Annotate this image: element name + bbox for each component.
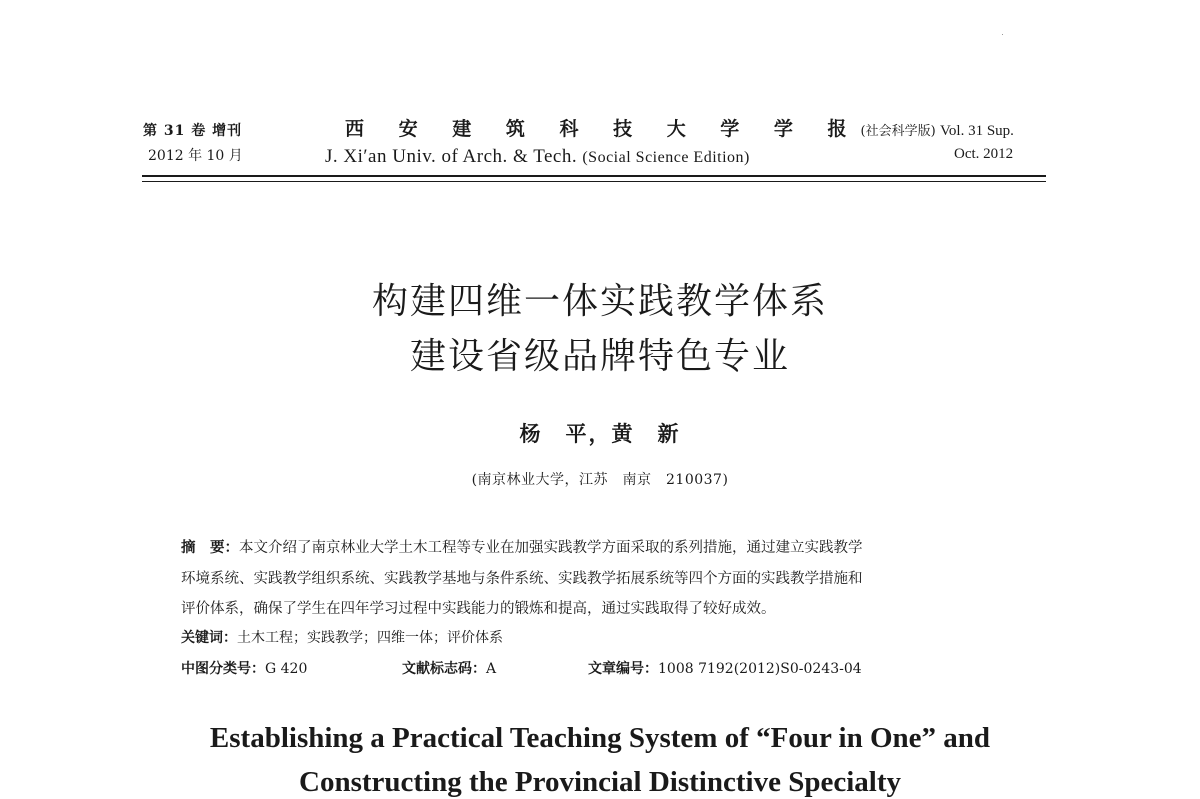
header-rule-thin <box>142 181 1046 182</box>
abstract-line1 <box>181 536 863 557</box>
journal-title-cn <box>345 114 936 141</box>
doc-code-value: A <box>486 661 497 677</box>
journal-title-en <box>325 146 750 168</box>
abstract-label: 摘 要： <box>181 539 239 556</box>
english-title-line2: Constructing the Provincial Distinctive Specialty <box>299 766 901 798</box>
classification <box>181 658 307 678</box>
classification-label: 中图分类号： <box>181 661 265 677</box>
article-number <box>588 658 862 678</box>
abstract-line3: 评价体系，确保了学生在四年学习过程中实践能力的锻炼和提高，通过实践取得了较好成效。 <box>181 601 776 617</box>
volume-en: Vol. 31 Sup. <box>940 123 1014 139</box>
classification-value: G 420 <box>265 661 308 677</box>
keywords-label: 关键词： <box>181 630 237 646</box>
abstract-text1: 本文介绍了南京林业大学土木工程等专业在加强实践教学方面采取的系列措施，通过建立实践教学 <box>239 540 863 556</box>
authors: 杨 平，黄 新 <box>519 421 681 446</box>
date-cn: 2012 年 10 月 <box>148 148 243 164</box>
edition-en: (Social Science Edition) <box>582 149 750 166</box>
journal-name-cn: 西 安 建 筑 科 技 大 学 学 报 <box>345 118 861 140</box>
article-no-label: 文章编号： <box>588 661 658 677</box>
header-rule-thick <box>142 175 1046 177</box>
doc-code-label: 文献标志码： <box>402 661 486 677</box>
document-code <box>402 658 496 678</box>
english-title-line1: Establishing a Practical Teaching System of “Four in One” and <box>209 722 991 754</box>
scan-speck <box>1002 34 1003 35</box>
date-en: Oct. 2012 <box>954 146 1014 162</box>
edition-cn: (社会科学版) <box>860 124 936 139</box>
affiliation: (南京林业大学，江苏 南京 210037) <box>471 472 729 488</box>
journal-name-en: J. Xi′an Univ. of Arch. & Tech. <box>325 146 578 167</box>
abstract-line2: 环境系统、实践教学组织系统、实践教学基地与条件系统、实践教学拓展系统等四个方面的实践教学措施和 <box>181 571 863 587</box>
article-title-line2: 建设省级品牌特色专业 <box>409 336 790 377</box>
keywords-text: 土木工程；实践教学；四维一体；评价体系 <box>237 630 503 646</box>
keywords <box>181 627 503 647</box>
article-title-line1: 构建四维一体实践教学体系 <box>371 281 828 322</box>
volume-cn: 第 31 卷 增刊 <box>143 123 243 139</box>
article-no-value: 1008 7192(2012)S0-0243-04 <box>658 661 862 677</box>
